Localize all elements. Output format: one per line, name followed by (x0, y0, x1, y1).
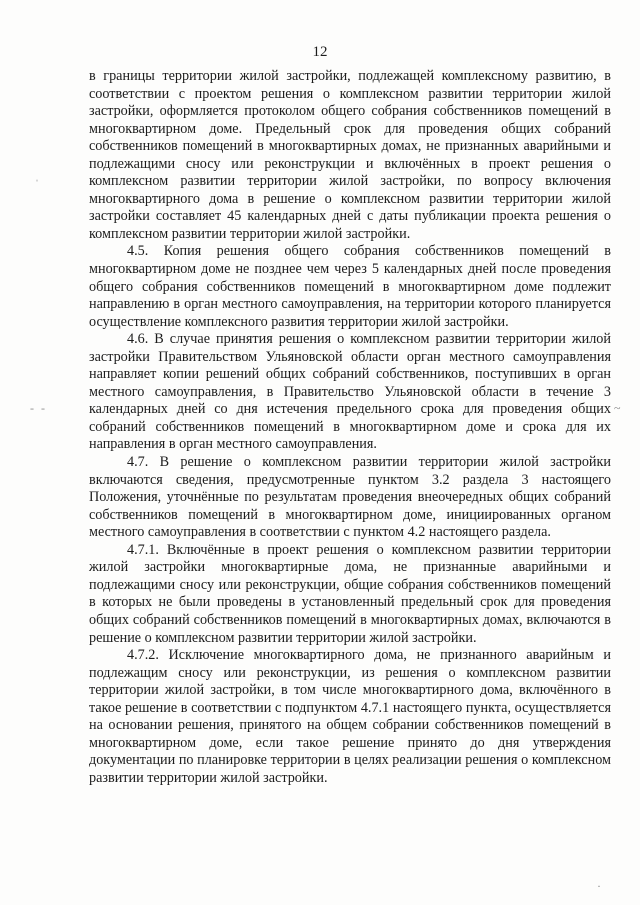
scan-mark: · (597, 879, 601, 893)
scan-mark: - - (30, 401, 47, 415)
scan-mark: ~ (614, 401, 621, 415)
paragraph-continuation: в границы территории жилой застройки, подлежащей комплексному развитию, в соответствии с проектом решения о комплексном развитии территории жилой застройки, оформляется протоколом общего собрания собственников помещений в многоквартирном доме. Предельный срок для проведения общих собраний собственников помещений в многоквартирных домах, не признанных аварийными и подлежащими сносу или реконструкции и включённых в проект решения о комплексном развитии территории жилой застройки, по вопросу включения многоквартирного дома в решение о комплексном развитии территории жилой застройки составляет 45 календарных дней с даты публикации проекта решения о комплексном развитии территории жилой застройки. (89, 68, 611, 242)
page-number: 12 (312, 44, 328, 60)
paragraph-4-6: 4.6. В случае принятия решения о комплексном развитии территории жилой застройки Правительством Ульяновской области орган местного самоуправления направляет копии решений общих собраний собственников, поступивших в орган местного самоуправления, в Правительство Ульяновской области в течение 3 календарных дней со дня истечения предельного срока для проведения общих собраний собственников помещений в многоквартирном доме и срока для их направления в орган местного самоуправления. (89, 331, 611, 453)
paragraph-4-7-1: 4.7.1. Включённые в проект решения о комплексном развитии территории жилой застройки многоквартирные дома, не признанные аварийными и подлежащими сносу или реконструкции, общие собрания собственников помещений в которых не были проведены в установленный предельный срок для проведения общих собраний собственников помещений в многоквартирных домах, включаются в решение о комплексном развитии территории жилой застройки. (89, 541, 611, 646)
paragraph-4-5: 4.5. Копия решения общего собрания собственников помещений в многоквартирном доме не позднее чем через 5 календарных дней после проведения общего собрания собственников помещений в многоквартирном доме подлежит направлению в орган местного самоуправления, на территории которого планируется осуществление комплексного развития территории жилой застройки. (89, 243, 611, 330)
document-body (89, 68, 611, 787)
scan-mark: ˈ (35, 177, 39, 191)
paragraph-4-7-2: 4.7.2. Исключение многоквартирного дома, не признанного аварийным и подлежащим сносу или реконструкции, из решения о комплексном развитии территории жилой застройки, в том числе многоквартирного дома, включённого в такое решение в соответствии с подпунктом 4.7.1 настоящего пункта, осуществляется на основании решения, принятого на общем собрании собственников помещений в многоквартирном доме, если такое решение принято до дня утверждения документации по планировке территории в целях реализации решения о комплексном развитии территории жилой застройки. (89, 647, 611, 786)
paragraph-4-7: 4.7. В решение о комплексном развитии территории жилой застройки включаются сведения, предусмотренные пунктом 3.2 раздела 3 настоящего Положения, уточнённые по результатам проведения внеочередных общих собраний собственников помещений в многоквартирном доме, инициированных органом местного самоуправления в соответствии с пунктом 4.2 настоящего раздела. (89, 454, 611, 541)
